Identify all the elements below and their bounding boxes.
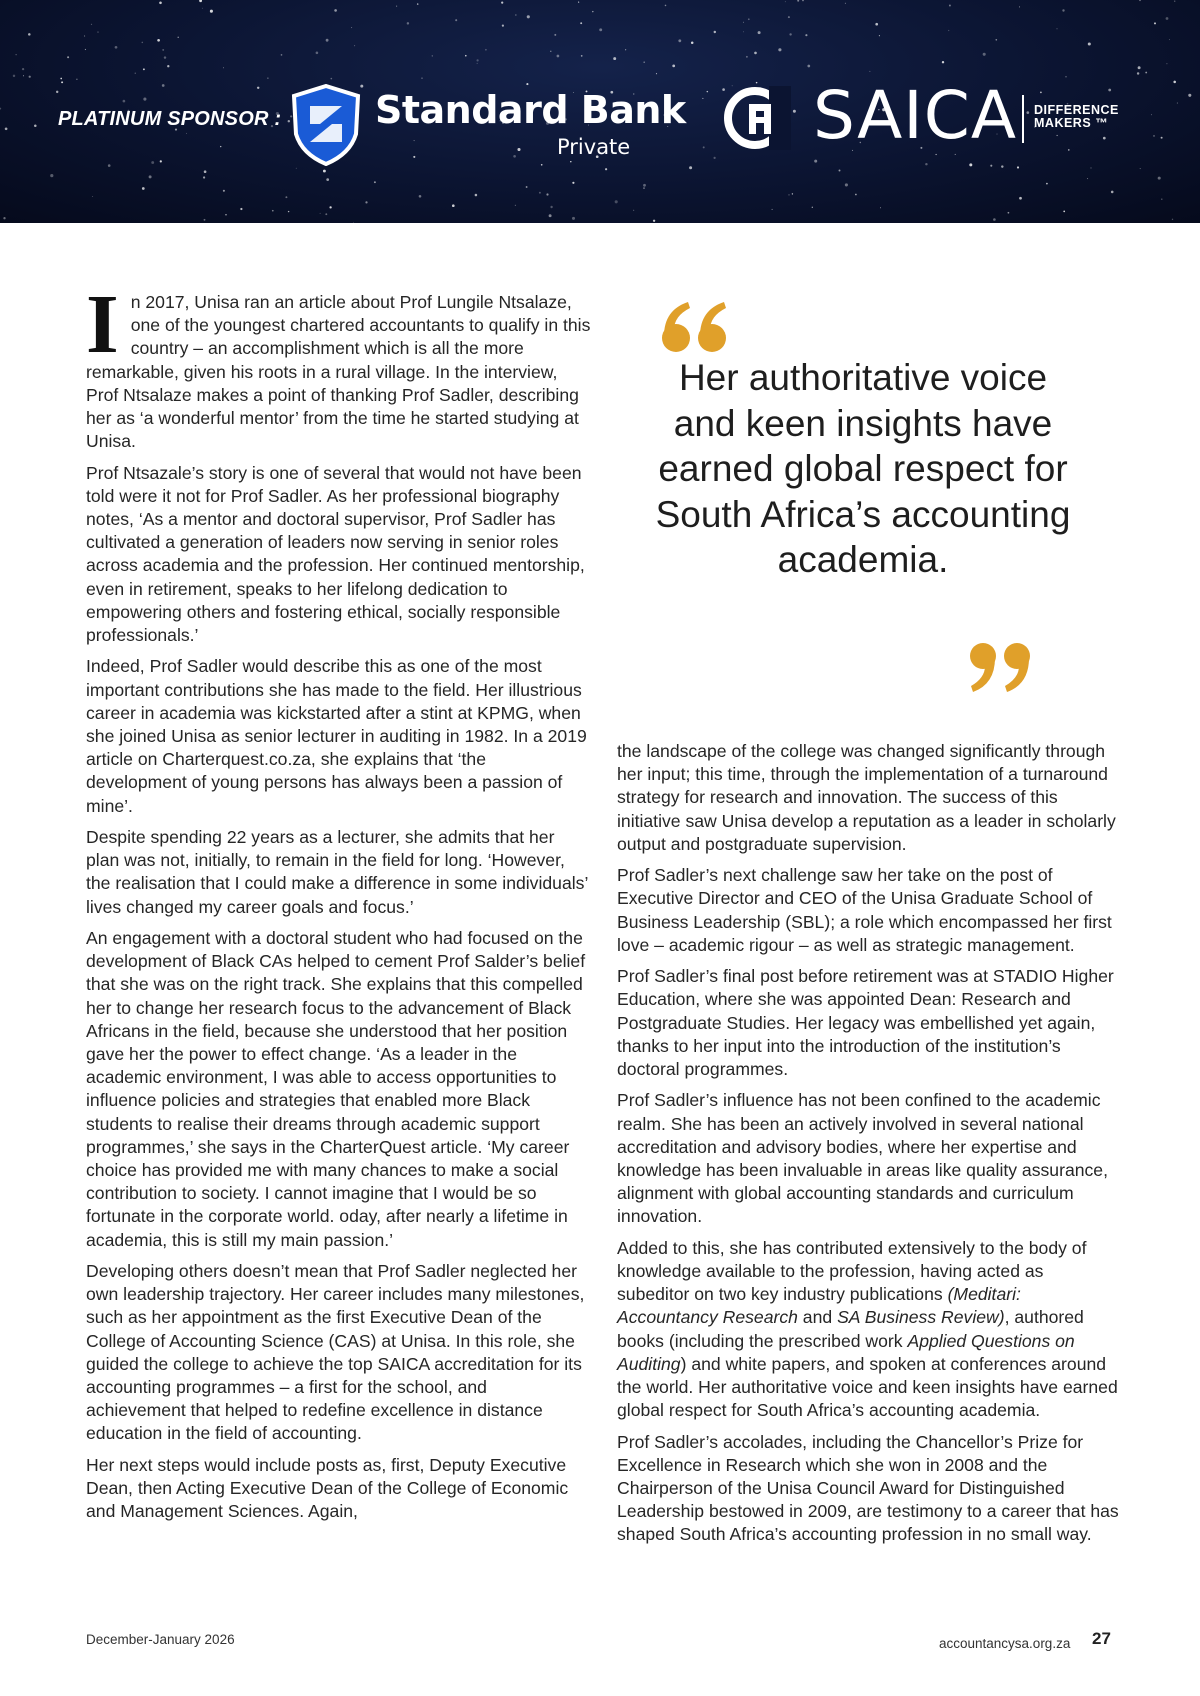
star-dot — [797, 0, 799, 2]
star-dot — [23, 75, 24, 76]
star-dot — [326, 39, 329, 42]
star-dot — [1169, 39, 1170, 40]
star-dot — [546, 193, 548, 195]
star-dot — [995, 39, 997, 41]
star-dot — [778, 48, 781, 51]
star-dot — [578, 1, 579, 2]
sponsor-name: Standard Bank — [375, 88, 686, 132]
star-dot — [1040, 92, 1042, 94]
star-dot — [1065, 76, 1066, 77]
star-dot — [935, 154, 936, 155]
star-dot — [1174, 1, 1175, 2]
star-dot — [115, 46, 118, 49]
star-dot — [108, 164, 111, 167]
article-paragraph: Prof Sadler’s influence has not been confined to the academic realm. She has been an actively involved in several national accreditation and advisory bodies, where her expertise and knowledge has been invaluable in areas like quality assurance, alignment with global accounting standards and curriculum innovation. — [617, 1090, 1108, 1227]
star-dot — [202, 8, 203, 9]
star-dot — [702, 98, 703, 99]
star-dot — [162, 84, 165, 87]
star-dot — [204, 219, 206, 221]
star-dot — [1057, 135, 1058, 136]
star-dot — [793, 110, 796, 113]
star-dot — [149, 175, 152, 178]
star-dot — [707, 91, 708, 92]
star-dot — [414, 140, 415, 141]
star-dot — [353, 222, 354, 223]
article-paragraph: the landscape of the college was changed significantly through her input; this time, through the implementation of a turnaround strategy for research and innovation. The success of this initiative saw Unisa develop a reputation as a leader in scholarly output and postgraduate supervision. — [617, 741, 1116, 854]
star-dot — [413, 156, 415, 158]
star-dot — [354, 45, 355, 46]
star-dot — [16, 54, 17, 55]
star-dot — [61, 81, 63, 83]
star-dot — [1063, 211, 1065, 213]
star-dot — [581, 55, 583, 57]
star-dot — [993, 218, 996, 221]
star-dot — [748, 18, 750, 20]
star-dot — [969, 163, 972, 166]
star-dot — [162, 49, 164, 51]
star-dot — [1026, 111, 1029, 114]
star-dot — [477, 63, 478, 64]
star-dot — [656, 73, 657, 74]
star-dot — [948, 30, 949, 31]
star-dot — [220, 146, 221, 147]
star-dot — [177, 37, 178, 38]
open-quote-icon — [660, 300, 730, 356]
article-paragraph: Prof Sadler’s accolades, including the Chancellor’s Prize for Excellence in Research which she won in 2008 and the Chairperson of the Unisa Council Award for Distinguished Leadership bestowed in 2009, are testimony to a career that has shaped South Africa’s accounting profession in no small way. — [617, 1431, 1119, 1545]
star-dot — [792, 193, 793, 194]
star-dot — [1158, 177, 1161, 180]
star-dot — [374, 181, 376, 183]
paragraph-text: and — [797, 1307, 838, 1328]
star-dot — [1019, 197, 1022, 200]
star-dot — [296, 168, 297, 169]
star-dot — [1140, 168, 1141, 169]
star-dot — [13, 75, 15, 77]
star-dot — [592, 11, 593, 12]
star-dot — [97, 32, 98, 33]
star-dot — [845, 183, 848, 186]
article-paragraph: Prof Ntsazale’s story is one of several that would not have been told were it not for Prof Sadler. As her professional biography notes, ‘As a mentor and doctoral supervisor, Prof Sadler has cultivated a generation of leaders now serving in senior roles across academia and the profession. Her continued mentorship, even in retirement, speaks to her lifelong dedication to empowering others and fostering ethical, socially responsible professionals.’ — [86, 462, 585, 646]
star-dot — [1008, 212, 1010, 214]
star-dot — [142, 187, 145, 190]
star-dot — [1056, 28, 1057, 29]
star-dot — [983, 53, 986, 56]
star-dot — [515, 14, 516, 15]
star-dot — [1062, 9, 1064, 11]
star-dot — [76, 79, 77, 80]
star-dot — [1103, 137, 1106, 140]
star-dot — [331, 78, 333, 80]
paragraph-text: Added to this, she has contributed extensively to the body of knowledge available to the profession, having acted as subeditor on two key industry publications — [617, 1237, 1087, 1305]
star-dot — [955, 154, 956, 155]
star-dot — [210, 10, 213, 13]
star-dot — [1137, 72, 1139, 74]
star-dot — [839, 170, 841, 172]
drop-cap: I — [86, 278, 119, 371]
paragraph-text: , authored books (including the prescribed work — [617, 1307, 1084, 1351]
star-dot — [84, 35, 85, 36]
star-dot — [599, 28, 602, 31]
star-dot — [67, 56, 69, 58]
article-paragraph: Despite spending 22 years as a lecturer, she admits that her plan was not, initially, to remain in the field for long. ‘However, the realisation that I could make a difference in some individuals’ lives changed my career goals and focus.’ — [86, 827, 588, 917]
star-dot — [204, 170, 207, 173]
star-dot — [526, 83, 528, 85]
article-paragraph: Developing others doesn’t mean that Prof Sadler neglected her own leadership trajectory. Her career includes many milestones, such as her appointment as the first Executive Dean of the College of Accounting Science (CAS) at Unisa. In this role, she guided the college to achieve the top SAICA accreditation for its accounting programmes – a first for the school, and achievement that helped to redefine excellence in distance education in the field of accounting. — [86, 1261, 585, 1444]
article-paragraph: Indeed, Prof Sadler would describe this as one of the most important contributions she has made to the field. Her illustrious career in academia was kickstarted after a stint at KPMG, when she joined Unisa as senior lecturer in auditing in 1982. In a 2019 article on Charterquest.co.za, she explains that ‘the development of young persons has always been a passion of mine’. — [86, 656, 587, 816]
star-dot — [0, 108, 1, 110]
org-tagline-line-2: MAKERS ™ — [1034, 116, 1109, 130]
header-banner — [0, 0, 1200, 223]
star-dot — [29, 76, 31, 78]
star-dot — [326, 178, 329, 181]
star-dot — [785, 1, 786, 2]
sponsor-label: PLATINUM SPONSOR : — [58, 108, 282, 130]
star-dot — [549, 214, 552, 217]
star-dot — [135, 73, 136, 74]
star-dot — [665, 5, 667, 7]
star-dot — [615, 200, 618, 203]
star-dot — [691, 41, 694, 44]
star-dot — [949, 5, 951, 7]
star-dot — [1108, 89, 1111, 92]
standard-bank-shield-icon — [290, 84, 362, 166]
star-dot — [714, 31, 716, 33]
article-paragraph: Prof Sadler’s next challenge saw her take on the post of Executive Director and CEO of the Unisa Graduate School of Business Leadership (SBL); a role which encompassed her first love – academic rigour – as well as strategic management. — [617, 865, 1112, 955]
article-paragraph: An engagement with a doctoral student who had focused on the development of Black CAs helped to cement Prof Salder’s belief that she was on the right track. She explains that this compelled her to change her research focus to the advancement of Black Africans in the field, because she understood that her position gave her the power to effect change. ‘As a leader in the academic environment, I was able to access opportunities to influence policies and strategies that enabled more Black students to realise their dreams through academic support programmes,’ she says in the CharterQuest article. ‘My career choice has provided me with many chances to make a social contribution to society. I cannot imagine that I would be so fortunate in the corporate world. oday, after nearly a lifetime in academia, this is still my main passion.’ — [86, 928, 586, 1250]
star-dot — [396, 6, 397, 7]
star-dot — [34, 124, 37, 127]
star-dot — [527, 15, 530, 18]
star-dot — [257, 87, 259, 89]
star-dot — [743, 31, 744, 32]
star-dot — [1017, 166, 1019, 168]
page-number: 27 — [1092, 1629, 1111, 1648]
star-dot — [1090, 167, 1091, 168]
star-dot — [689, 166, 692, 169]
star-dot — [432, 55, 433, 56]
star-dot — [1188, 94, 1191, 97]
star-dot — [329, 206, 331, 208]
star-dot — [743, 22, 744, 23]
star-dot — [541, 164, 543, 166]
star-dot — [85, 49, 86, 50]
star-dot — [1177, 103, 1178, 104]
star-dot — [455, 19, 457, 21]
star-dot — [5, 127, 8, 130]
star-dot — [869, 71, 870, 72]
star-dot — [643, 187, 644, 188]
paragraph-text: ) and white papers, and spoken at conferences around the world. Her authoritative voice and keen insights have earned global respect for South Africa’s accounting academia. — [617, 1353, 1118, 1421]
star-dot — [572, 217, 575, 220]
star-dot — [789, 33, 791, 35]
star-dot — [151, 161, 154, 164]
star-dot — [1068, 149, 1070, 151]
star-dot — [1151, 114, 1152, 115]
star-dot — [788, 194, 789, 195]
star-dot — [1172, 219, 1173, 220]
publication-title: (Meditari: Accountancy Research — [617, 1284, 1021, 1328]
star-dot — [1154, 22, 1156, 24]
star-dot — [452, 204, 455, 207]
star-dot — [625, 49, 626, 50]
star-dot — [422, 78, 423, 79]
star-dot — [1046, 183, 1048, 185]
star-dot — [475, 194, 478, 197]
star-dot — [653, 220, 655, 222]
star-dot — [186, 133, 187, 134]
star-dot — [50, 174, 53, 177]
star-dot — [325, 213, 327, 215]
article-column-left — [86, 278, 591, 1532]
star-dot — [143, 98, 146, 101]
star-dot — [758, 31, 761, 34]
star-dot — [805, 34, 807, 36]
star-dot — [1019, 6, 1020, 7]
article-paragraph: Prof Sadler’s final post before retirement was at STADIO Higher Education, where she was appointed Dean: Research and Postgraduate Studies. Her legacy was embellished yet again, thanks to her input into the introduction of the institution’s doctoral programmes. — [617, 966, 1114, 1080]
star-dot — [672, 65, 675, 68]
star-dot — [807, 65, 810, 68]
star-dot — [633, 210, 634, 211]
star-dot — [802, 0, 803, 1]
star-dot — [225, 214, 226, 215]
issue-date: December-January 2026 — [86, 1632, 235, 1647]
star-dot — [1001, 165, 1003, 167]
article-paragraph: Her next steps would include posts as, first, Deputy Executive Dean, then Acting Executive Dean of the College of Economic and Management Sciences. Again, — [86, 1454, 569, 1522]
star-dot — [143, 68, 145, 70]
star-dot — [502, 25, 504, 27]
saica-ca-logo-icon — [723, 86, 791, 150]
star-dot — [643, 61, 645, 63]
star-dot — [1161, 199, 1162, 200]
star-dot — [92, 196, 93, 197]
star-dot — [323, 170, 326, 173]
star-dot — [1138, 66, 1141, 69]
star-dot — [1139, 0, 1141, 1]
star-dot — [285, 196, 287, 198]
star-dot — [56, 91, 58, 93]
article-paragraph — [617, 1237, 1119, 1423]
star-dot — [157, 39, 160, 42]
star-dot — [875, 23, 878, 26]
star-dot — [1161, 137, 1163, 139]
star-dot — [267, 77, 268, 78]
star-dot — [164, 56, 166, 58]
article-paragraph — [86, 278, 591, 453]
star-dot — [557, 55, 560, 58]
star-dot — [203, 176, 205, 178]
book-title: Applied Questions on Auditing — [617, 1330, 1075, 1374]
star-dot — [351, 27, 352, 28]
star-dot — [407, 22, 409, 24]
star-dot — [142, 42, 144, 44]
star-dot — [1087, 178, 1088, 179]
star-dot — [580, 22, 582, 24]
star-dot — [613, 57, 616, 60]
star-dot — [605, 168, 607, 170]
sponsor-sub: Private — [557, 135, 631, 159]
star-dot — [643, 184, 646, 187]
star-dot — [288, 211, 289, 212]
star-dot — [526, 186, 528, 188]
star-dot — [91, 24, 92, 25]
star-dot — [879, 35, 880, 36]
star-dot — [746, 56, 748, 58]
star-dot — [756, 82, 758, 84]
star-dot — [160, 160, 162, 162]
star-dot — [990, 165, 992, 167]
star-dot — [240, 208, 242, 210]
star-dot — [942, 61, 944, 63]
paragraph-text: n 2017, Unisa ran an article about Prof Lungile Ntsalaze, one of the youngest chartered accountants to qualify in this country – an accomplishment which is all the more remarkable, given his roots in a rural village. In the interview, Prof Ntsalaze makes a point of thanking Prof Sadler, describing her as ‘a wonderful mentor’ from the time he started studying at Unisa. — [86, 292, 591, 452]
star-dot — [517, 148, 520, 151]
star-dot — [320, 213, 321, 214]
publication-title: SA Business Review) — [837, 1307, 1005, 1328]
star-dot — [513, 155, 516, 158]
star-dot — [845, 3, 846, 4]
star-dot — [316, 52, 319, 55]
star-dot — [678, 39, 681, 42]
star-dot — [334, 9, 337, 12]
star-dot — [485, 49, 487, 51]
star-dot — [880, 207, 881, 208]
star-dot — [419, 195, 422, 198]
star-dot — [925, 163, 927, 165]
star-dot — [550, 206, 552, 208]
star-dot — [159, 2, 162, 5]
star-dot — [539, 192, 541, 194]
star-dot — [22, 68, 24, 70]
org-name: SAICA — [813, 77, 1017, 154]
star-dot — [476, 59, 478, 61]
star-dot — [365, 201, 367, 203]
star-dot — [1173, 81, 1176, 84]
star-dot — [1111, 191, 1114, 194]
star-dot — [60, 78, 62, 80]
star-dot — [788, 16, 790, 18]
star-dot — [3, 217, 5, 219]
close-quote-icon — [968, 640, 1034, 694]
star-dot — [550, 51, 551, 52]
org-tagline-line-1: DIFFERENCE — [1034, 103, 1119, 117]
star-dot — [167, 65, 169, 67]
star-dot — [465, 55, 467, 57]
star-dot — [223, 67, 224, 68]
star-dot — [417, 3, 418, 4]
logo-divider — [1022, 95, 1024, 143]
star-dot — [28, 33, 31, 36]
star-dot — [713, 157, 715, 159]
star-dot — [1145, 72, 1147, 74]
star-dot — [281, 54, 283, 56]
star-dot — [199, 0, 202, 2]
star-dot — [572, 182, 574, 184]
org-tagline — [1034, 104, 1119, 130]
website-url: accountancysa.org.za — [939, 1636, 1071, 1651]
star-dot — [272, 210, 274, 212]
star-dot — [814, 160, 817, 163]
star-dot — [1166, 17, 1169, 20]
star-dot — [1153, 135, 1155, 137]
star-dot — [1088, 42, 1091, 45]
star-dot — [570, 161, 571, 162]
star-dot — [754, 52, 757, 55]
star-dot — [554, 34, 556, 36]
star-dot — [123, 100, 126, 103]
star-dot — [501, 1, 503, 3]
star-dot — [812, 207, 813, 208]
star-dot — [703, 146, 705, 148]
star-dot — [515, 205, 516, 206]
star-dot — [223, 190, 225, 192]
pull-quote: Her authoritative voice and keen insights have earned global respect for South Africa’s accounting academia. — [655, 357, 1071, 580]
star-dot — [772, 209, 773, 210]
article-column-right — [617, 740, 1119, 1555]
star-dot — [855, 194, 857, 196]
star-dot — [1166, 63, 1167, 64]
